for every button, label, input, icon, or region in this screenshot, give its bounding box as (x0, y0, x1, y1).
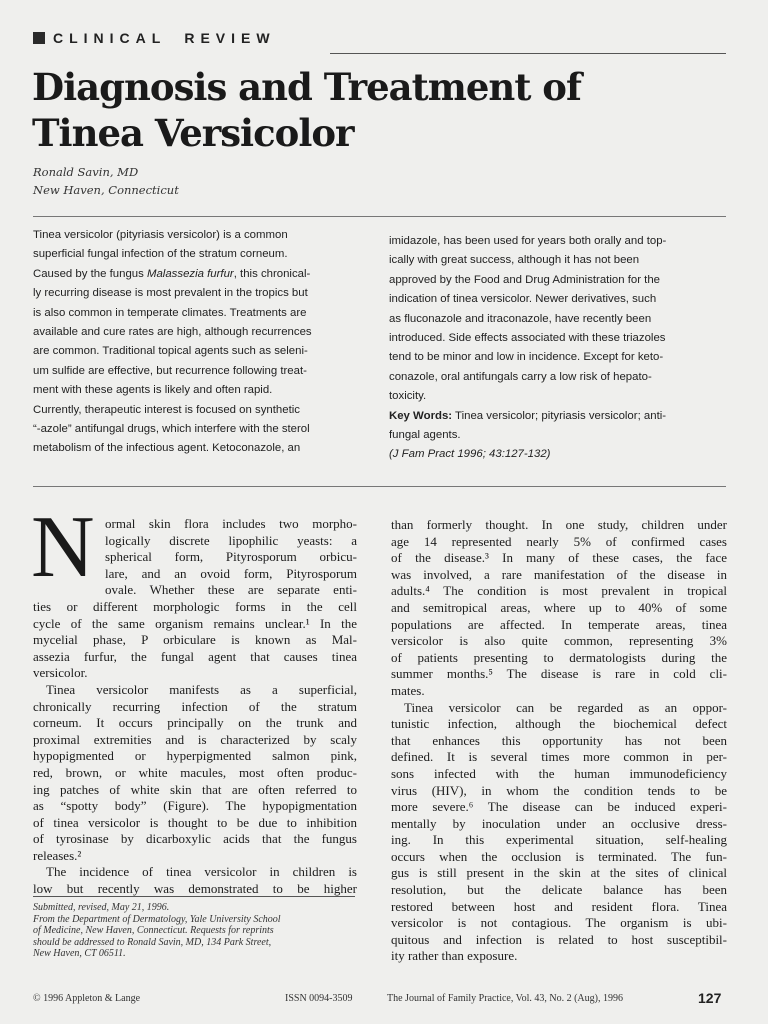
author-location: New Haven, Connecticut (33, 183, 179, 197)
body-line: resolution, but the delicate balance has been (391, 882, 727, 898)
body-line: ing patches of white skin that are often referred to (33, 781, 357, 797)
abstract-line (33, 265, 363, 284)
body-line: was involved, a rare manifestation of the disease in (391, 566, 727, 582)
footnote (33, 902, 358, 960)
body-line: low but recently was demonstrated to be higher (33, 881, 357, 897)
abstract-line: ly recurring disease is most prevalent in the tropics but (33, 287, 308, 300)
footnote-line: New Haven, CT 06511. (33, 948, 126, 959)
abstract-line: available and cure rates are high, although recurrences (33, 326, 312, 339)
body-line: restored between host and resident flora. Tinea (391, 898, 727, 914)
keywords-text: Tinea versicolor; pityriasis versicolor; anti- (452, 409, 667, 422)
abstract-line: tend to be minor and low in incidence. Except for keto- (389, 351, 664, 364)
body-line: chronically recurring infection of the stratum (33, 698, 357, 714)
footnote-line: Submitted, revised, May 21, 1996. (33, 902, 170, 913)
body-line: defined. It is several times more common in per- (391, 749, 727, 765)
body-line: of tinea versicolor is thought to be due to inhibition (33, 814, 357, 830)
body-line: sons infected with the human immunodeficiency (391, 765, 727, 781)
body-line: red, brown, or white macules, most often produc- (33, 764, 357, 780)
body-line: versicolor is not contagious. The organism is ubi- (391, 915, 727, 931)
abstract-line: indication of tinea versicolor. Newer derivatives, such (389, 293, 657, 306)
keywords-line: fungal agents. (389, 429, 461, 442)
body-line: gus is still present in the skin at the sites of clinical (391, 865, 727, 881)
footnote-line: should be addressed to Ronald Savin, MD, 134 Park Street, (33, 936, 272, 948)
section-word-clinical: CLINICAL (53, 30, 167, 46)
drop-cap: N (31, 499, 95, 596)
body-line: versicolor is also quite common, representing 3% (391, 633, 727, 649)
abstract-top-rule (33, 216, 726, 217)
section-marker-icon (33, 32, 45, 44)
body-line: more severe.⁶ The disease can be induced experi- (391, 799, 727, 815)
body-left-column (33, 516, 357, 898)
body-line: spherical form, Pityrosporum orbicu- (105, 549, 357, 565)
abstract-line: ment with these agents is likely and often rapid. (33, 384, 273, 397)
abstract-line: is also common in temperate climates. Treatments are (33, 306, 307, 319)
body-line: of the disease.³ In many of these cases, the face (391, 550, 727, 566)
body-line: tunistic infection, although the biochemical defect (391, 716, 727, 732)
body-line: quitous and infection is related to host susceptibil- (391, 931, 727, 947)
body-line: virus (HIV), in whom the condition tends to be (391, 782, 727, 798)
title-line: Tinea Versicolor (32, 111, 354, 155)
body-line: occurs when the occlusion is terminated. The fun- (391, 848, 727, 864)
body-line: versicolor. (33, 665, 88, 681)
abstract-line: superficial fungal infection of the stratum corneum. (33, 248, 288, 261)
footnote-line: From the Department of Dermatology, Yale University School (33, 913, 281, 925)
abstract-left-column (33, 226, 363, 459)
body-line: The incidence of tinea versicolor in children is (33, 864, 357, 880)
body-line: and semitropical areas, where up to 40% of some (391, 599, 727, 615)
section-label (33, 30, 276, 46)
body-line: ormal skin flora includes two morpho- (105, 516, 357, 531)
body-line: of tyrosinase by dicarboxylic acids that the fungus (33, 831, 357, 847)
body-line: logically discrete lipophilic yeasts: a (105, 532, 357, 548)
author-name: Ronald Savin, MD (33, 165, 139, 179)
body-line: age 14 represented nearly 5% of confirmed cases (391, 533, 727, 549)
abstract-line: metabolism of the infectious agent. Ketoconazole, an (33, 442, 301, 455)
body-line: mentally by inoculation under an occlusive dress- (391, 815, 727, 831)
issn: ISSN 0094-3509 (285, 993, 353, 1004)
body-line: Tinea versicolor manifests as a superficial, (33, 681, 357, 697)
body-line: adults.⁴ The condition is most prevalent in tropical (391, 583, 727, 599)
abstract-right-column (389, 232, 726, 465)
article-title (32, 64, 652, 156)
abstract-line: conazole, oral antifungals carry a low risk of hepato- (389, 370, 652, 383)
body-line: ing. In this experimental situation, self-healing (391, 832, 727, 848)
abstract-line: introduced. Side effects associated with these triazoles (389, 332, 666, 345)
body-line: of patients presenting to dermatologists during the (391, 649, 727, 665)
journal-citation: (J Fam Pract 1996; 43:127-132) (389, 448, 551, 461)
footnote-rule (33, 896, 355, 897)
keywords-line (389, 407, 726, 426)
abstract-line: um sulfide are effective, but recurrence following treat- (33, 364, 307, 377)
copyright: © 1996 Appleton & Lange (33, 993, 141, 1004)
abstract-line: ically with great success, although it has not been (389, 254, 640, 267)
body-line: that enhances this opportunity has not been (391, 732, 727, 748)
abstract-text: , this chronical- (233, 267, 311, 280)
keywords-label: Key Words: (389, 409, 453, 422)
body-line: assezia furfur, the fungal agent that causes tinea (33, 648, 357, 664)
dropcap-paragraph-block (33, 516, 357, 599)
body-line: cycle of the same organism remains unclear.¹ In the (33, 615, 357, 631)
header-rule (330, 53, 726, 54)
abstract-text: Caused by the fungus (33, 267, 147, 280)
abstract-line: are common. Traditional topical agents such as seleni- (33, 345, 308, 358)
body-line: ovale. Whether these are separate enti- (105, 582, 357, 598)
body-line: ity rather than exposure. (391, 948, 518, 964)
body-line: lare, and an ovoid form, Pityrosporum (105, 565, 357, 581)
abstract-line: “-azole” antifungal drugs, which interfere with the sterol (33, 423, 310, 436)
body-line: as “spotty body” (Figure). The hypopigmentation (33, 798, 357, 814)
body-line: than formerly thought. In one study, children under (391, 517, 727, 532)
footnote-line: of Medicine, New Haven, Connecticut. Requests for reprints (33, 925, 274, 936)
abstract-line: imidazole, has been used for years both orally and top- (389, 235, 667, 247)
body-line: Tinea versicolor can be regarded as an oppor- (391, 699, 727, 715)
abstract-line: toxicity. (389, 390, 427, 403)
byline (33, 163, 179, 199)
body-line: corneum. It occurs principally on the trunk and (33, 715, 357, 731)
body-line: releases.² (33, 847, 82, 863)
body-line: mycelial phase, P orbiculare is known as Mal- (33, 632, 357, 648)
body-line: ties or different morphologic forms in the cell (33, 598, 357, 614)
body-line: proximal extremities and is characterized by scaly (33, 731, 357, 747)
abstract-line: approved by the Food and Drug Administration for the (389, 273, 661, 286)
title-line: Diagnosis and Treatment of (32, 65, 581, 109)
abstract-line: Tinea versicolor (pityriasis versicolor) is a common (33, 229, 288, 241)
body-right-column (391, 517, 727, 965)
page-number: 127 (698, 990, 722, 1006)
body-line: populations are affected. In temperate areas, tinea (391, 616, 727, 632)
body-line: hypopigmented or hyperpigmented salmon pink, (33, 748, 357, 764)
abstract-line: as fluconazole and itraconazole, have recently been (389, 312, 652, 325)
abstract-line: Currently, therapeutic interest is focused on synthetic (33, 403, 300, 416)
body-line: mates. (391, 682, 425, 698)
journal-reference: The Journal of Family Practice, Vol. 43, No. 2 (Aug), 1996 (387, 993, 623, 1004)
section-word-review: REVIEW (184, 30, 276, 46)
abstract-bottom-rule (33, 486, 726, 487)
body-line: summer months.⁵ The disease is rare in cold cli- (391, 666, 727, 682)
organism-name: Malassezia furfur (146, 267, 234, 280)
